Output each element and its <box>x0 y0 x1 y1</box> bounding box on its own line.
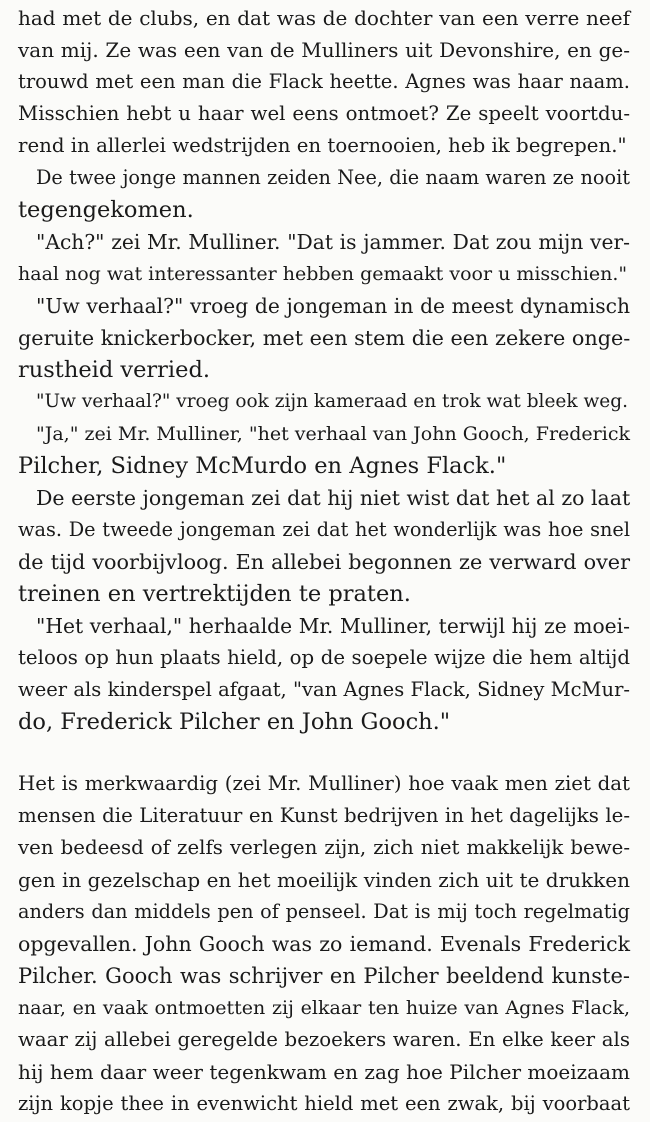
text-line: de tijd voorbijvloog. En allebei begonnen ze verward over <box>18 550 630 574</box>
text-line: hij hem daar weer tegenkwam en zag hoe Pilcher moeizaam <box>18 1060 630 1084</box>
text-line: van mij. Ze was een van de Mulliners uit Devonshire, en ge- <box>18 38 630 62</box>
text-line: ven bedeesd of zelfs verlegen zijn, zich niet makkelijk bewe- <box>18 836 630 859</box>
text-line: Het is merkwaardig (zei Mr. Mulliner) hoe vaak men ziet dat <box>18 772 630 795</box>
text-line: rend in allerlei wedstrijden en toernooien, heb ik begrepen." <box>18 134 627 157</box>
text-line: "Ja," zei Mr. Mulliner, "het verhaal van John Gooch, Frederick <box>36 423 630 445</box>
text-line: De eerste jongeman zei dat hij niet wist dat het al zo laat <box>36 486 631 510</box>
text-line: waar zij allebei geregelde bezoekers waren. En elke keer als <box>18 1028 630 1051</box>
text-line: tegengekomen. <box>18 197 194 223</box>
text-line: Misschien hebt u haar wel eens ontmoet? Ze speelt voortdu- <box>18 102 630 125</box>
text-line: "Het verhaal," herhaalde Mr. Mulliner, terwijl hij ze moei- <box>36 614 630 638</box>
text-line: weer als kinderspel afgaat, "van Agnes Flack, Sidney McMur- <box>18 678 630 701</box>
text-line: zijn kopje thee in evenwicht hield met een zwak, bij voorbaat <box>18 1092 630 1115</box>
text-line: anders dan middels pen of penseel. Dat is mij toch regelmatig <box>18 900 630 923</box>
text-line: "Uw verhaal?" vroeg de jongeman in de meest dynamisch <box>36 294 630 318</box>
text-line: Pilcher, Sidney McMurdo en Agnes Flack." <box>18 453 507 479</box>
text-line: rustheid verried. <box>18 357 210 383</box>
text-line: was. De tweede jongeman zei dat het wonderlijk was hoe snel <box>18 518 630 541</box>
text-line: teloos op hun plaats hield, op de soepele wijze die hem altijd <box>18 646 630 669</box>
text-line: "Uw verhaal?" vroeg ook zijn kameraad en trok wat bleek weg. <box>36 391 628 412</box>
text-line: naar, en vaak ontmoetten zij elkaar ten huize van Agnes Flack, <box>18 997 630 1019</box>
text-line: De twee jonge mannen zeiden Nee, die naam waren ze nooit <box>36 166 630 189</box>
text-line: geruite knickerbocker, met een stem die een zekere onge- <box>18 326 631 350</box>
text-line: trouwd met een man die Flack heette. Agnes was haar naam. <box>18 70 630 93</box>
text-line: do, Frederick Pilcher en John Gooch." <box>18 709 451 735</box>
text-line: gen in gezelschap en het moeilijk vinden zich uit te drukken <box>18 868 630 892</box>
text-line: mensen die Literatuur en Kunst bedrijven in het dagelijks le- <box>18 804 630 827</box>
text-line: had met de clubs, en dat was de dochter van een verre neef <box>18 6 630 30</box>
text-line: Pilcher. Gooch was schrijver en Pilcher beeldend kunste- <box>18 964 630 988</box>
text-line: "Ach?" zei Mr. Mulliner. "Dat is jammer. Dat zou mijn ver- <box>36 230 630 254</box>
text-line: treinen en vertrektijden te praten. <box>18 581 411 607</box>
text-line: haal nog wat interessanter hebben gemaakt voor u misschien." <box>18 263 628 285</box>
text-line: opgevallen. John Gooch was zo iemand. Evenals Frederick <box>18 932 630 956</box>
